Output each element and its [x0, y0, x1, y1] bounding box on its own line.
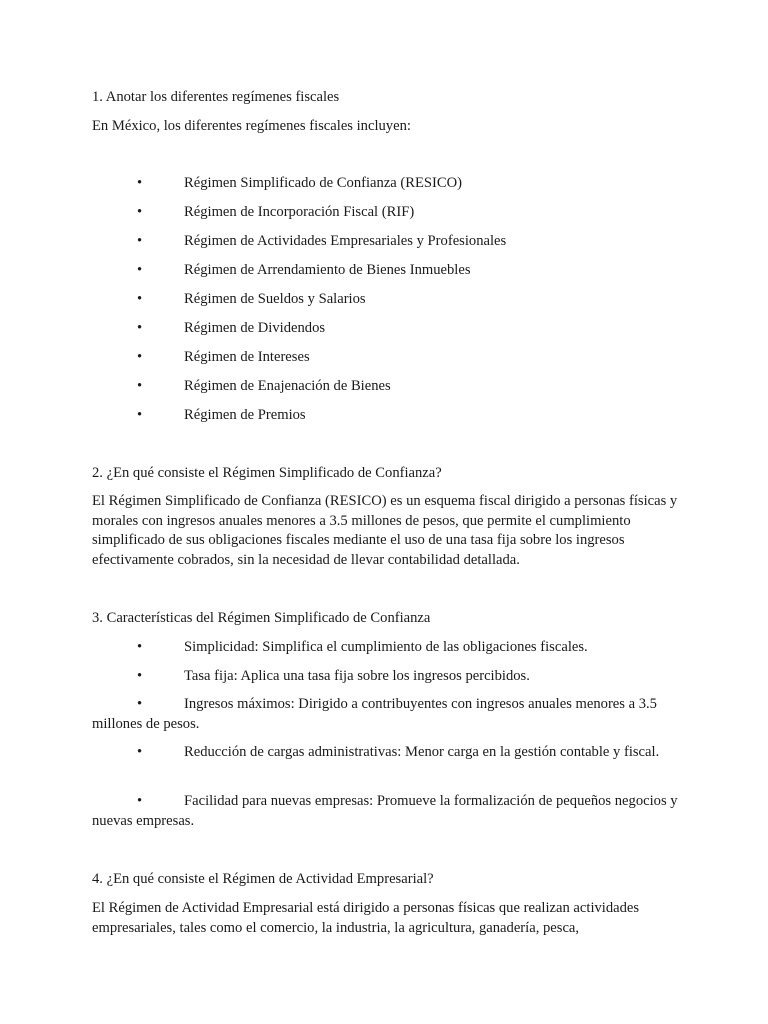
list-item-text: Tasa fija: Aplica una tasa fija sobre los ingresos percibidos.: [184, 668, 530, 684]
bullet-icon: •: [137, 744, 143, 760]
list-item: [0, 203, 768, 221]
list-item: [0, 174, 768, 192]
list-item-text: Ingresos máximos: Dirigido a contribuyentes con ingresos anuales menores a 3.5 millones de pesos.: [92, 696, 657, 732]
bullet-icon: •: [137, 320, 143, 336]
bullet-icon: •: [137, 407, 143, 423]
section-4-heading: 4. ¿En qué consiste el Régimen de Actividad Empresarial?: [92, 871, 434, 887]
list-item-text: Régimen de Intereses: [184, 349, 310, 365]
bullet-icon: •: [137, 639, 143, 655]
list-item: [92, 695, 682, 734]
list-item: [92, 792, 682, 831]
section-1-heading: 1. Anotar los diferentes regímenes fiscales: [92, 89, 340, 105]
bullet-icon: •: [137, 696, 143, 712]
list-item-text: Régimen de Sueldos y Salarios: [184, 291, 366, 307]
list-item-text: Facilidad para nuevas empresas: Promueve la formalización de pequeños negocios y nuevas empresas.: [92, 793, 678, 829]
list-item: [0, 638, 768, 656]
list-item-text: Régimen Simplificado de Confianza (RESICO): [184, 175, 463, 191]
section-3-heading: 3. Características del Régimen Simplificado de Confianza: [92, 610, 431, 626]
list-item-text: Régimen de Arrendamiento de Bienes Inmuebles: [184, 262, 471, 278]
section-2-body: El Régimen Simplificado de Confianza (RESICO) es un esquema fiscal dirigido a personas físicas y morales con ingresos anuales menores a 3.5 millones de pesos, que permite el cumplimiento simplificado de sus obligaciones fiscales mediante el uso de una tasa fija sobre los ingresos efectivamente cobrados, sin la necesidad de llevar contabilidad detallada.: [92, 493, 678, 568]
list-item-text: Régimen de Incorporación Fiscal (RIF): [184, 204, 415, 220]
bullet-icon: •: [137, 233, 143, 249]
list-item: [0, 667, 768, 685]
list-item-text: Simplicidad: Simplifica el cumplimiento de las obligaciones fiscales.: [184, 639, 588, 655]
list-item: [0, 290, 768, 308]
list-item-text: Régimen de Premios: [184, 407, 306, 423]
bullet-icon: •: [137, 668, 143, 684]
list-item: [0, 348, 768, 366]
list-item-text: Reducción de cargas administrativas: Menor carga en la gestión contable y fiscal.: [184, 744, 660, 760]
section-2-heading: 2. ¿En qué consiste el Régimen Simplificado de Confianza?: [92, 465, 442, 481]
bullet-icon: •: [137, 378, 143, 394]
list-item: [0, 377, 768, 395]
bullet-icon: •: [137, 793, 143, 809]
list-item: [92, 743, 682, 763]
list-item: [0, 319, 768, 337]
list-item-text: Régimen de Actividades Empresariales y Profesionales: [184, 233, 507, 249]
list-item-text: Régimen de Enajenación de Bienes: [184, 378, 391, 394]
list-item: [0, 406, 768, 424]
list-item-text: Régimen de Dividendos: [184, 320, 326, 336]
bullet-icon: •: [137, 175, 143, 191]
bullet-icon: •: [137, 291, 143, 307]
bullet-icon: •: [137, 262, 143, 278]
section-4-body: El Régimen de Actividad Empresarial está dirigido a personas físicas que realizan actividades empresariales, tales como el comercio, la industria, la agricultura, ganadería, pesca,: [92, 900, 640, 936]
section-1-intro: En México, los diferentes regímenes fiscales incluyen:: [92, 118, 411, 134]
bullet-icon: •: [137, 204, 143, 220]
bullet-icon: •: [137, 349, 143, 365]
list-item: [0, 232, 768, 250]
list-item: [0, 261, 768, 279]
